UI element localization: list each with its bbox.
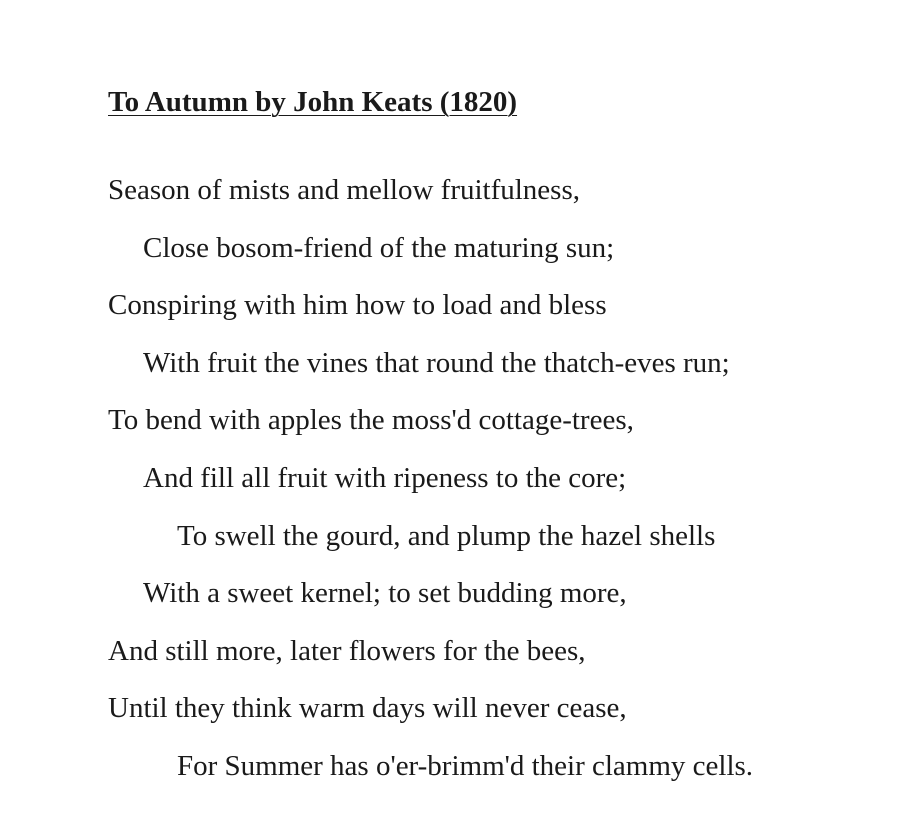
document-page	[108, 82, 888, 782]
poem-line: Conspiring with him how to load and bless	[108, 289, 607, 322]
poem-line: With fruit the vines that round the thatch-eves run;	[143, 346, 730, 379]
poem-line: Close bosom-friend of the maturing sun;	[143, 231, 615, 264]
poem-line: Until they think warm days will never cease,	[108, 692, 627, 725]
poem-line: To bend with apples the moss'd cottage-trees,	[108, 404, 634, 437]
poem-line: Season of mists and mellow fruitfulness,	[108, 174, 581, 206]
poem-title: To Autumn by John Keats (1820)	[108, 86, 518, 118]
poem-line: For Summer has o'er-brimm'd their clammy cells.	[177, 749, 754, 782]
poem-line: And still more, later flowers for the bees,	[108, 634, 586, 667]
poem-line: To swell the gourd, and plump the hazel shells	[177, 519, 716, 552]
poem-stanza	[108, 162, 888, 796]
poem-line: And fill all fruit with ripeness to the core;	[143, 461, 627, 494]
poem-line: With a sweet kernel; to set budding more,	[143, 577, 627, 610]
